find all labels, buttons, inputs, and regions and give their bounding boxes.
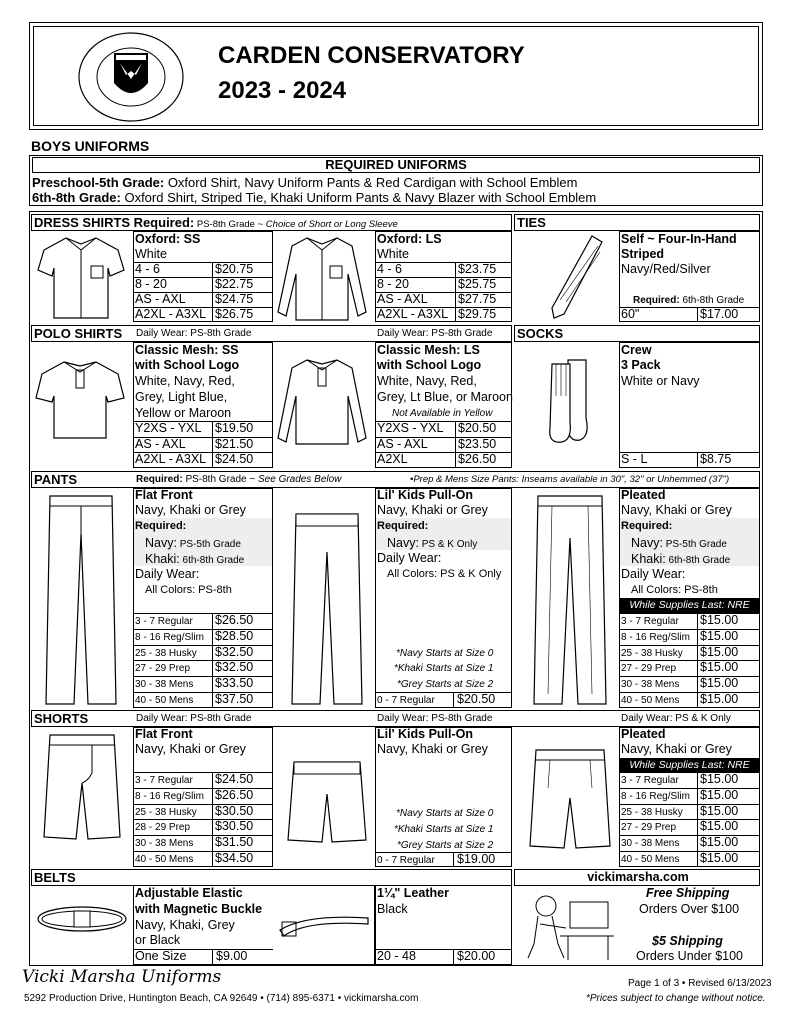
price-cell: $15.00 [700, 772, 739, 786]
shorts-flat-name: Flat Front [135, 727, 193, 741]
polo-ss-colors-3: Yellow or Maroon [135, 406, 232, 420]
polo-daily-2: Daily Wear: PS-8th Grade [377, 328, 493, 339]
required-title: REQUIRED UNIFORMS [32, 157, 760, 173]
socks-size: S - L [621, 452, 648, 466]
pants-flat-khaki: Khaki: 6th-8th Grade [145, 552, 245, 566]
tie-size: 60" [621, 307, 640, 321]
ties-header: TIES [514, 214, 760, 231]
dress-ss-color: White [135, 247, 167, 261]
polo-ss-colors-1: White, Navy, Red, [135, 374, 235, 388]
pants-flat-daily: Daily Wear: [135, 567, 200, 581]
five-shipping-condition: Orders Under $100 [636, 949, 744, 963]
brand-logo-text: Vicki Marsha Uniforms [22, 967, 222, 987]
price-cell: $21.50 [215, 436, 254, 451]
price-cell: $33.50 [215, 676, 254, 691]
pants-kids-required: Required: [377, 520, 429, 532]
shorts-kids-note-3: *Grey Starts at Size 2 [397, 840, 494, 851]
price-cell: $15.00 [700, 613, 739, 627]
size-cell: 27 - 29 Prep [621, 663, 677, 675]
price-cell: $26.50 [215, 787, 254, 802]
shorts-daily-3: Daily Wear: PS & K Only [621, 713, 731, 724]
tie-required: Required: 6th-8th Grade [633, 295, 745, 306]
size-cell: 25 - 38 Husky [621, 806, 683, 818]
size-cell: 30 - 38 Mens [621, 838, 680, 850]
tie-color: Navy/Red/Silver [621, 262, 711, 276]
long-sleeve-shirt-image [272, 234, 372, 324]
price-cell: $15.00 [700, 851, 739, 865]
size-cell: 30 - 38 Mens [135, 838, 194, 850]
size-cell: A2XL - A3XL [135, 452, 207, 466]
dress-shirts-header: DRESS SHIRTS Required: PS-8th Grade ~ Choice of Short or Long Sleeve [31, 214, 512, 231]
pants-flat-color: Navy, Khaki or Grey [135, 503, 246, 517]
size-cell: 27 - 29 Prep [621, 822, 677, 834]
polo-ls-colors-1: White, Navy, Red, [377, 374, 477, 388]
free-shipping-condition: Orders Over $100 [639, 902, 740, 916]
pants-required: Required: PS-8th Grade ~ See Grades Below [136, 474, 342, 485]
pants-flat-name: Flat Front [135, 488, 193, 502]
leather-belt-image [276, 910, 372, 940]
price-cell: $24.75 [215, 292, 254, 306]
size-cell: 40 - 50 Mens [135, 854, 194, 865]
price-cell: $15.00 [700, 644, 739, 659]
size-cell: 25 - 38 Husky [621, 647, 683, 659]
shorts-pleat-color: Navy, Khaki or Grey [621, 742, 732, 756]
pull-on-pants-image [290, 512, 364, 708]
size-cell: 40 - 50 Mens [621, 695, 680, 706]
size-cell: 3 - 7 Regular [135, 616, 193, 627]
size-cell: 8 - 16 Reg/Slim [621, 790, 690, 802]
price-cell: $23.50 [458, 436, 497, 451]
size-cell: 40 - 50 Mens [621, 854, 680, 865]
price-cell: $15.00 [700, 835, 739, 850]
size-cell: 28 - 29 Prep [135, 822, 191, 834]
belt-elastic-name-2: with Magnetic Buckle [135, 902, 263, 916]
pants-pleat-daily-colors: All Colors: PS-8th [631, 584, 718, 596]
pants-pleat-supplies: While Supplies Last: NRE [620, 598, 759, 613]
required-line-1: Preschool-5th Grade: Oxford Shirt, Navy Uniform Pants & Red Cardigan with School Emblem [32, 175, 578, 190]
price-cell: $30.50 [215, 803, 254, 818]
section-title: BOYS UNIFORMS [31, 138, 150, 154]
belt-leather-price: $20.00 [457, 949, 496, 963]
tie-name-2: Striped [621, 247, 665, 261]
size-cell: 8 - 20 [377, 277, 409, 291]
size-cell: AS - AXL [135, 292, 186, 306]
shorts-kids-size: 0 - 7 Regular [377, 855, 435, 866]
size-cell: 25 - 38 Husky [135, 647, 197, 659]
pants-flat-required: Required: [135, 520, 187, 532]
pants-kids-color: Navy, Khaki or Grey [377, 503, 488, 517]
price-cell: $32.50 [215, 644, 254, 659]
size-cell: AS - AXL [135, 436, 186, 451]
computer-shopper-illustration [520, 888, 616, 962]
price-cell: $24.50 [215, 452, 254, 466]
polo-ss-colors-2: Grey, Light Blue, [135, 390, 228, 404]
price-cell: $26.75 [215, 307, 254, 321]
socks-name-2: 3 Pack [621, 358, 661, 372]
shorts-kids-note-1: *Navy Starts at Size 0 [396, 808, 494, 819]
price-cell: $26.50 [458, 452, 497, 466]
pants-kids-size: 0 - 7 Regular [377, 695, 435, 706]
shorts-kids-note-2: *Khaki Starts at Size 1 [394, 824, 494, 835]
socks-price: $8.75 [700, 452, 732, 466]
flat-front-shorts-image [42, 733, 122, 843]
shorts-flat-color: Navy, Khaki or Grey [135, 742, 246, 756]
price-cell: $15.00 [700, 660, 739, 675]
pants-kids-price: $20.50 [457, 692, 496, 706]
price-cell: $20.50 [458, 421, 497, 435]
pleated-pants-image [532, 494, 608, 708]
price-cell: $15.00 [700, 628, 739, 643]
pants-flat-daily-colors: All Colors: PS-8th [145, 584, 232, 596]
shorts-kids-price: $19.00 [457, 852, 496, 866]
price-cell: $24.50 [215, 772, 254, 786]
dress-ls-color: White [377, 247, 409, 261]
belts-header: BELTS [31, 869, 512, 886]
pants-kids-navy: Navy: PS & K Only [387, 536, 478, 550]
size-cell: A2XL - A3XL [135, 307, 207, 321]
price-cell: $26.50 [215, 613, 254, 627]
flat-front-pants-image [44, 494, 118, 708]
belt-elastic-price: $9.00 [216, 949, 248, 963]
shorts-daily-2: Daily Wear: PS-8th Grade [377, 713, 493, 724]
price-cell: $19.50 [215, 421, 254, 435]
elastic-belt-image [36, 904, 128, 934]
size-cell: 4 - 6 [377, 262, 403, 276]
price-cell: $34.50 [215, 851, 254, 865]
price-cell: $31.50 [215, 835, 254, 850]
size-cell: AS - AXL [377, 292, 428, 306]
price-cell: $15.00 [700, 819, 739, 834]
price-cell: $32.50 [215, 660, 254, 675]
polo-daily-1: Daily Wear: PS-8th Grade [136, 328, 252, 339]
pants-inseam-note: •Prep & Mens Size Pants: Inseams available in 30", 32" or Unhemmed (37") [410, 474, 730, 485]
polo-short-sleeve-image [34, 358, 126, 442]
belt-elastic-size: One Size [135, 949, 187, 963]
price-cell: $22.75 [215, 277, 254, 291]
tie-name-1: Self ~ Four-In-Hand [621, 232, 737, 246]
footer-page-info: Page 1 of 3 • Revised 6/13/2023 [628, 978, 772, 989]
price-cell: $27.75 [458, 292, 497, 306]
short-sleeve-shirt-image [36, 234, 126, 322]
school-year: 2023 - 2024 [218, 77, 347, 104]
pants-pleat-color: Navy, Khaki or Grey [621, 503, 732, 517]
price-cell: $28.50 [215, 628, 254, 643]
price-cell: $29.75 [458, 307, 497, 321]
pants-pleat-khaki: Khaki: 6th-8th Grade [631, 552, 731, 566]
pants-header: PANTS [31, 471, 760, 488]
price-cell: $30.50 [215, 819, 254, 834]
pants-kids-note-1: *Navy Starts at Size 0 [396, 648, 494, 659]
shorts-header: SHORTS [31, 710, 760, 727]
pull-on-shorts-image [286, 760, 368, 846]
socks-image [540, 356, 600, 446]
size-cell: 30 - 38 Mens [135, 679, 194, 691]
price-cell: $37.50 [215, 692, 254, 706]
pleated-shorts-image [528, 748, 612, 852]
size-cell: AS - AXL [377, 436, 428, 451]
footer-address: 5292 Production Drive, Huntington Beach, CA 92649 • (714) 895-6371 • vickimarsha.com [24, 993, 419, 1004]
pants-kids-note-2: *Khaki Starts at Size 1 [394, 663, 494, 674]
required-line-2: 6th-8th Grade: Oxford Shirt, Striped Tie, Khaki Uniform Pants & Navy Blazer with School Emblem [32, 190, 597, 205]
polo-ss-name-1: Classic Mesh: SS [135, 343, 239, 357]
school-name: CARDEN CONSERVATORY [218, 42, 525, 69]
size-cell: 8 - 16 Reg/Slim [135, 631, 204, 643]
pants-pleat-daily: Daily Wear: [621, 567, 686, 581]
free-shipping-label: Free Shipping [646, 886, 730, 900]
belt-elastic-color-2: or Black [135, 933, 181, 947]
five-shipping-label: $5 Shipping [652, 934, 723, 948]
belt-elastic-color-1: Navy, Khaki, Grey [135, 918, 235, 932]
polo-ls-note: Not Available in Yellow [392, 408, 493, 419]
price-cell: $15.00 [700, 676, 739, 691]
size-cell: 25 - 38 Husky [135, 806, 197, 818]
footer-price-note: *Prices subject to change without notice. [586, 993, 766, 1004]
shorts-kids-name: Lil' Kids Pull-On [377, 727, 474, 741]
shorts-daily-1: Daily Wear: PS-8th Grade [136, 713, 252, 724]
dress-ss-name: Oxford: SS [135, 232, 201, 246]
price-cell: $20.75 [215, 262, 254, 276]
shorts-pleat-supplies: While Supplies Last: NRE [620, 758, 759, 773]
price-cell: $15.00 [700, 692, 739, 706]
pants-kids-name: Lil' Kids Pull-On [377, 488, 474, 502]
size-cell: A2XL - A3XL [377, 307, 449, 321]
socks-name-1: Crew [621, 343, 652, 357]
pants-pleat-name: Pleated [621, 488, 666, 502]
size-cell: Y2XS - YXL [377, 421, 444, 435]
socks-header: SOCKS [514, 325, 760, 342]
pants-pleat-navy: Navy: PS-5th Grade [631, 536, 727, 550]
price-cell: $25.75 [458, 277, 497, 291]
socks-color: White or Navy [621, 374, 700, 388]
tie-price: $17.00 [700, 307, 739, 321]
polo-ls-name-2: with School Logo [377, 358, 482, 372]
size-cell: 3 - 7 Regular [135, 775, 193, 786]
pants-flat-navy: Navy: PS-5th Grade [145, 536, 241, 550]
size-cell: 4 - 6 [135, 262, 161, 276]
belt-leather-color: Black [377, 902, 408, 916]
pants-kids-daily-colors: All Colors: PS & K Only [387, 568, 502, 580]
dress-ls-name: Oxford: LS [377, 232, 442, 246]
size-cell: 27 - 29 Prep [135, 663, 191, 675]
price-cell: $15.00 [700, 803, 739, 818]
size-cell: Y2XS - YXL [135, 421, 202, 435]
shorts-pleat-name: Pleated [621, 727, 666, 741]
polo-ss-name-2: with School Logo [135, 358, 240, 372]
polo-ls-colors-2: Grey, Lt Blue, or Maroon [377, 390, 513, 404]
size-cell: 30 - 38 Mens [621, 679, 680, 691]
pants-kids-daily: Daily Wear: [377, 551, 442, 565]
polo-long-sleeve-image [272, 356, 372, 448]
tie-image [540, 234, 610, 320]
size-cell: 8 - 20 [135, 277, 167, 291]
pants-kids-note-3: *Grey Starts at Size 2 [397, 679, 494, 690]
size-cell: 3 - 7 Regular [621, 616, 679, 627]
polo-shirts-header: POLO SHIRTS [31, 325, 512, 342]
school-seal-logo [76, 31, 186, 123]
price-cell: $15.00 [700, 787, 739, 802]
size-cell: 8 - 16 Reg/Slim [135, 790, 204, 802]
shipping-site: vickimarsha.com [514, 869, 760, 886]
polo-ls-name-1: Classic Mesh: LS [377, 343, 480, 357]
shorts-kids-color: Navy, Khaki or Grey [377, 742, 488, 756]
belt-elastic-name-1: Adjustable Elastic [135, 886, 243, 900]
size-cell: 8 - 16 Reg/Slim [621, 631, 690, 643]
size-cell: 40 - 50 Mens [135, 695, 194, 706]
size-cell: 3 - 7 Regular [621, 775, 679, 786]
belt-leather-size: 20 - 48 [377, 949, 416, 963]
pants-pleat-required: Required: [621, 520, 673, 532]
size-cell: A2XL [377, 452, 408, 466]
price-cell: $23.75 [458, 262, 497, 276]
belt-leather-name: 1¼" Leather [377, 886, 449, 900]
